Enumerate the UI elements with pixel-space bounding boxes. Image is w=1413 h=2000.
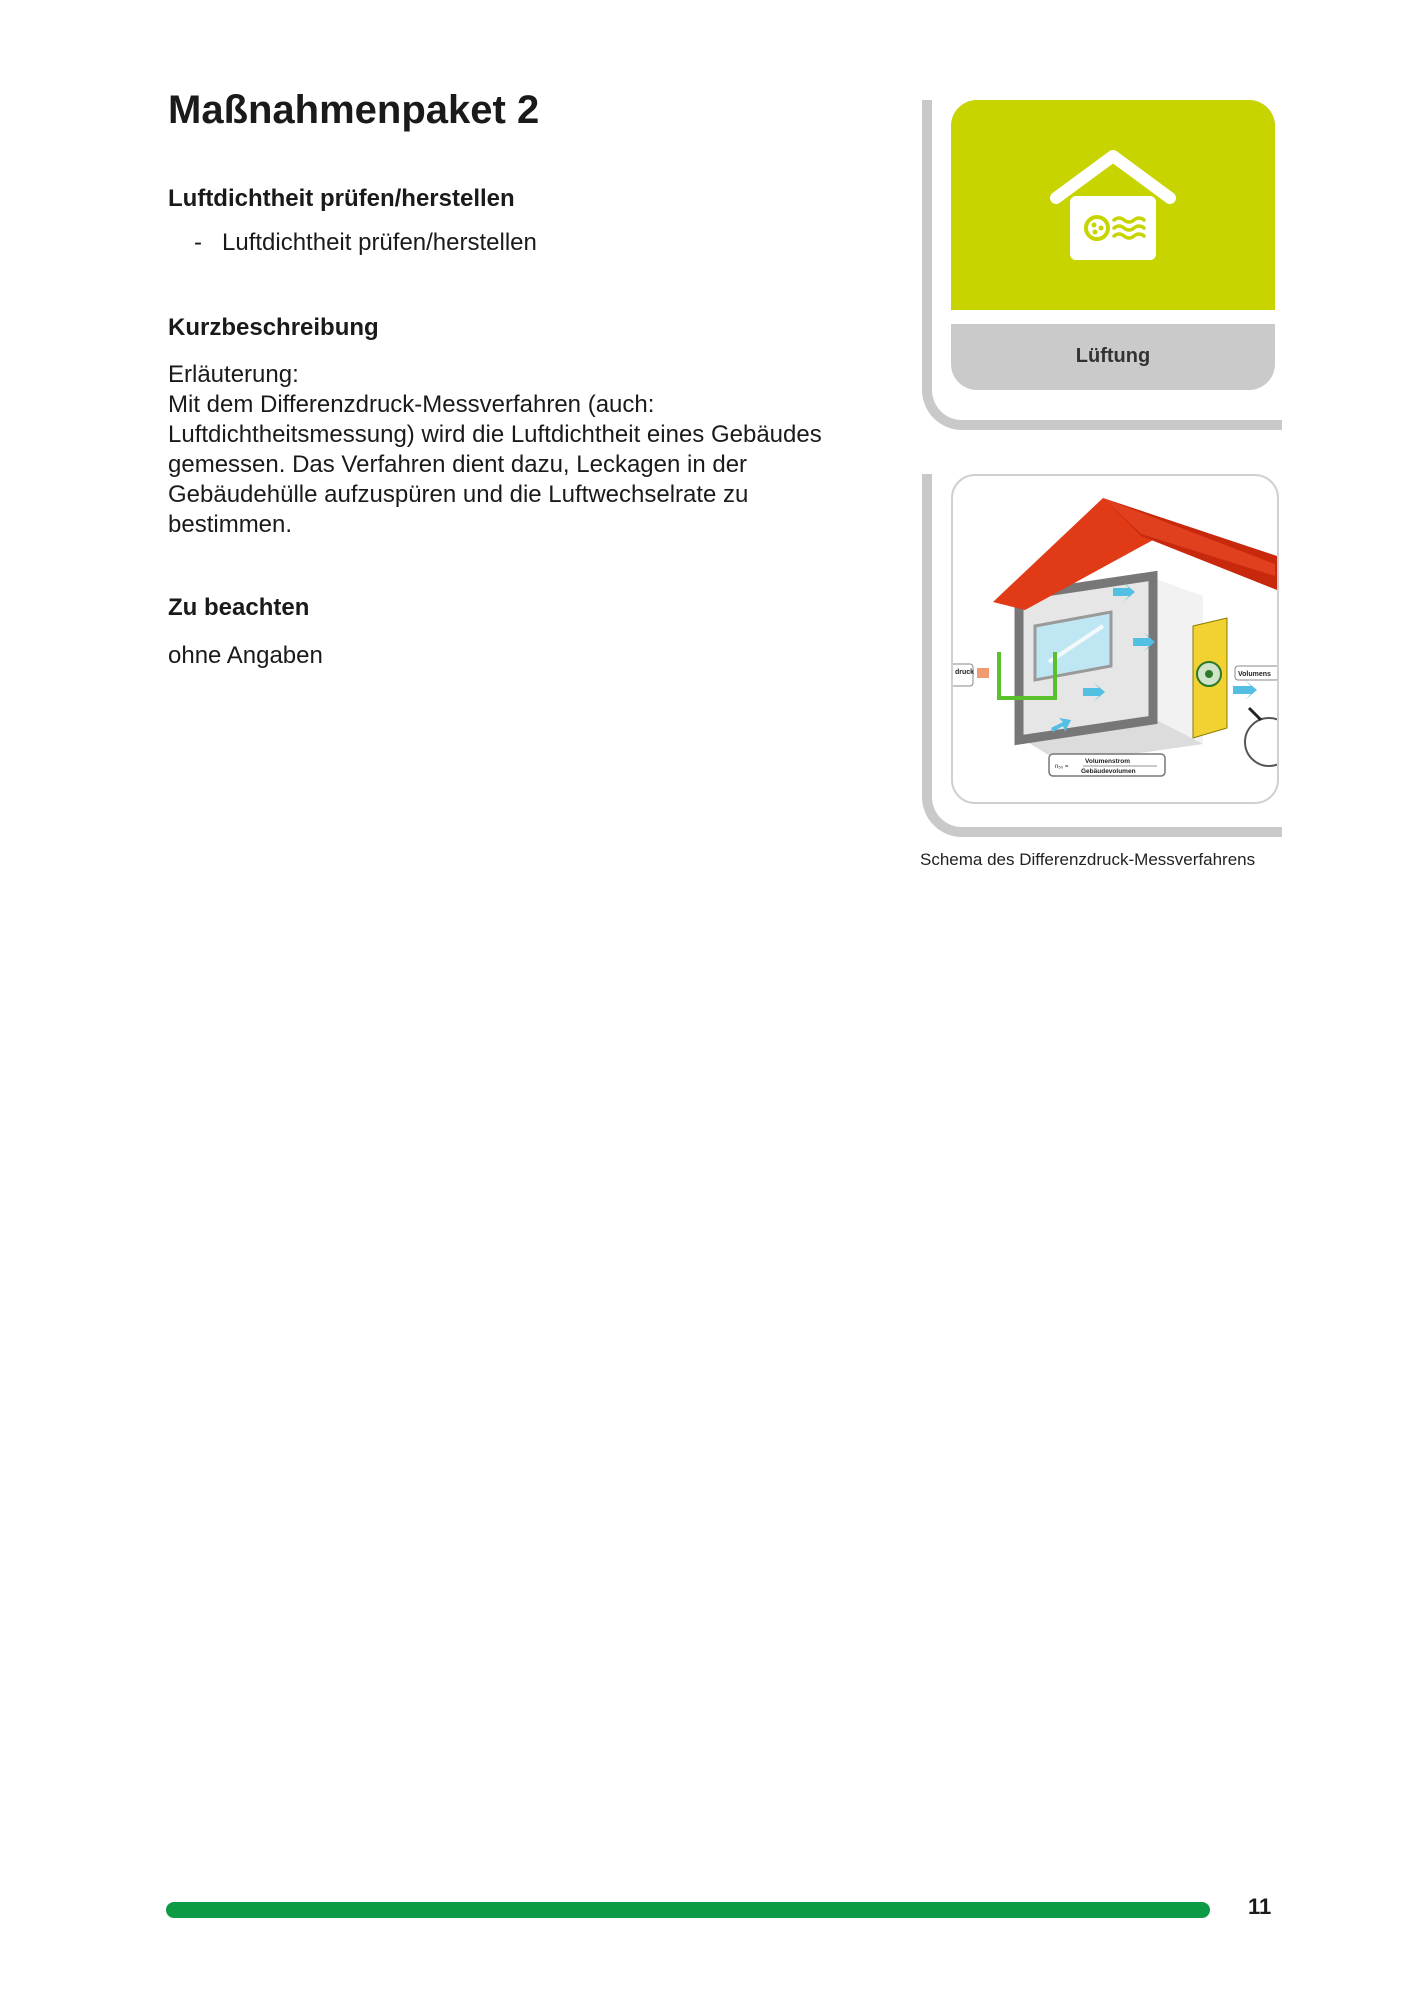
footer-bar — [166, 1902, 1210, 1918]
summary-line: gemessen. Das Verfahren dient dazu, Leckagen in der — [168, 451, 748, 478]
label-left: druck — [955, 669, 975, 676]
formula-prefix: n₅₀ = — [1055, 764, 1069, 770]
formula-denominator: Gebäudevolumen — [1081, 768, 1136, 775]
summary-text — [168, 360, 888, 540]
summary-line: Gebäudehülle aufzuspüren und die Luftwechselrate zu — [168, 481, 749, 508]
summary-label: Erläuterung: — [168, 361, 299, 388]
category-label-text: Lüftung — [1075, 344, 1151, 367]
formula-numerator: Volumenstrom — [1085, 758, 1131, 765]
category-label — [951, 310, 1275, 390]
note-text: ohne Angaben — [168, 642, 323, 669]
figure-caption: Schema des Differenzdruck-Messverfahrens — [920, 850, 1256, 869]
label-right: Volumens — [1238, 671, 1271, 678]
page-title: Maßnahmenpaket 2 — [168, 88, 540, 132]
category-card — [951, 100, 1275, 390]
section-heading-summary: Kurzbeschreibung — [168, 314, 379, 341]
summary-line: Luftdichtheitsmessung) wird die Luftdichtheit eines Gebäudes — [168, 421, 822, 448]
section-heading-airtightness: Luftdichtheit prüfen/herstellen — [168, 185, 515, 212]
section-heading-note: Zu beachten — [168, 594, 310, 621]
category-card-header — [951, 100, 1275, 310]
bullet-dash: - — [194, 229, 202, 256]
differential-pressure-illustration — [951, 474, 1279, 804]
house-ventilation-icon — [1048, 146, 1178, 266]
page-number: 11 — [1248, 1894, 1272, 1919]
bullet-text: Luftdichtheit prüfen/herstellen — [222, 229, 537, 256]
summary-line: bestimmen. — [168, 511, 293, 538]
house-diagram — [953, 476, 1277, 802]
summary-line: Mit dem Differenzdruck-Messverfahren (auch: — [168, 391, 655, 418]
bullet-item — [194, 228, 537, 258]
